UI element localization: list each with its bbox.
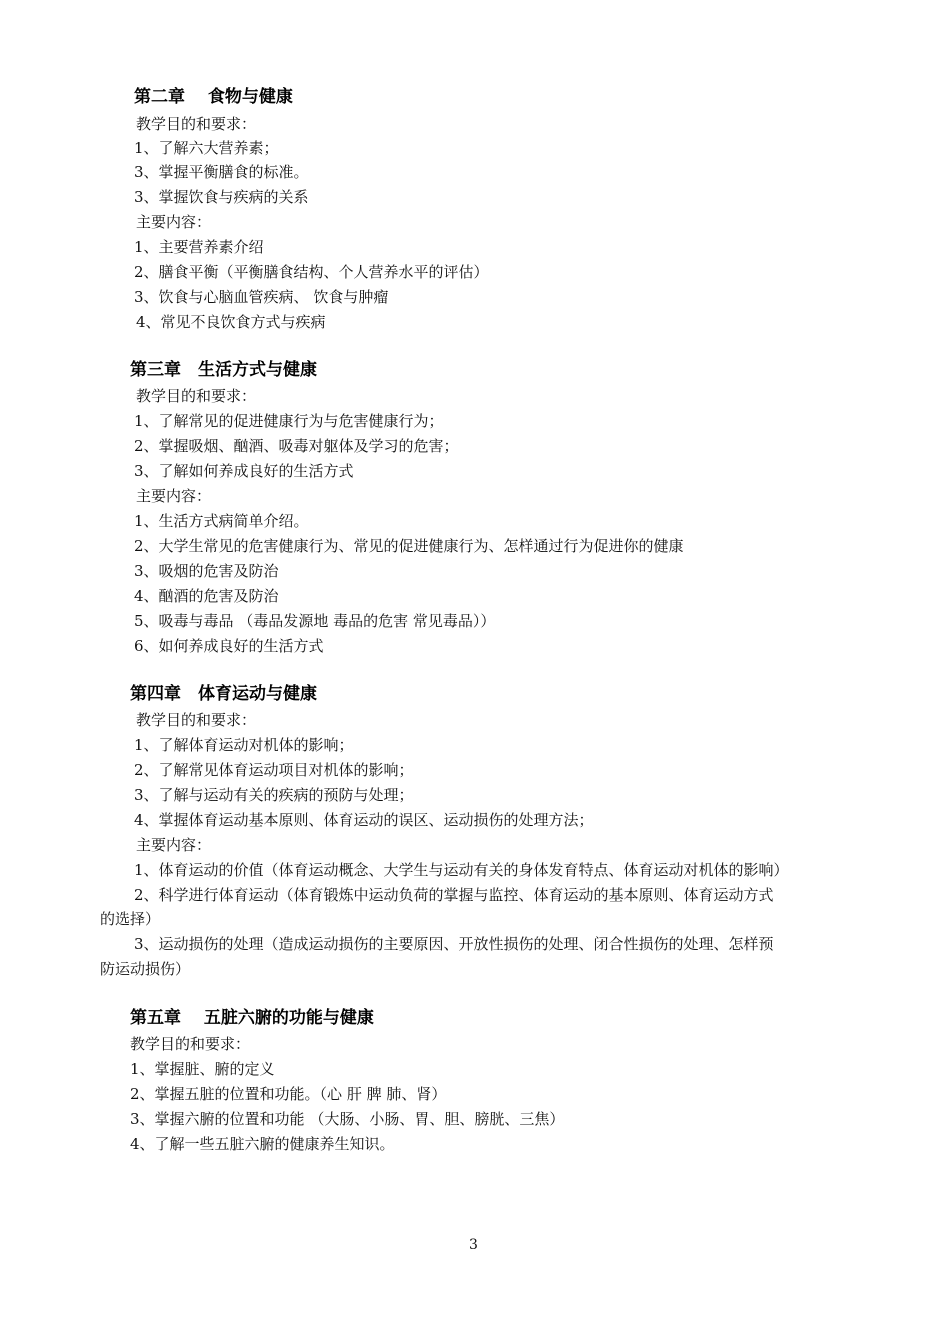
chapter-5-heading: 第五章 五脏六腑的功能与健康 (130, 1008, 374, 1028)
chapter-5-goal: 1、掌握脏、腑的定义 (130, 1060, 275, 1078)
chapter-4-content-label: 主要内容： (136, 836, 212, 854)
chapter-3-content-item: 1、生活方式病简单介绍。 (134, 512, 309, 530)
chapter-3-goal: 1、了解常见的促进健康行为与危害健康行为； (134, 412, 444, 430)
chapter-2-goal: 1、了解六大营养素； (134, 139, 279, 157)
chapter-5-goal: 4、了解一些五脏六腑的健康养生知识。 (130, 1135, 395, 1153)
chapter-4-goals-label: 教学目的和要求： (136, 711, 257, 729)
chapter-3-goal: 3、了解如何养成良好的生活方式 (134, 462, 354, 480)
chapter-5-goal: 3、掌握六腑的位置和功能 （大肠、小肠、胃、胆、膀胱、三焦） (130, 1110, 565, 1128)
chapter-3-goal: 2、掌握吸烟、酗酒、吸毒对躯体及学习的危害； (134, 437, 459, 455)
chapter-3-content-label: 主要内容： (136, 487, 212, 505)
chapter-3-content-item: 3、吸烟的危害及防治 (134, 562, 279, 580)
chapter-4-goal: 4、掌握体育运动基本原则、体育运动的误区、运动损伤的处理方法； (134, 811, 594, 829)
chapter-4-content-item-continuation: 防运动损伤） (100, 960, 191, 978)
chapter-2-content-item: 1、主要营养素介绍 (134, 238, 264, 256)
chapter-5-goals-label: 教学目的和要求： (130, 1035, 251, 1053)
chapter-4-heading: 第四章 体育运动与健康 (130, 684, 317, 704)
chapter-2-goals-label: 教学目的和要求： (136, 115, 257, 133)
chapter-2-content-item: 3、饮食与心脑血管疾病、 饮食与肿瘤 (134, 288, 389, 306)
chapter-2-goal: 3、掌握平衡膳食的标准。 (134, 163, 309, 181)
chapter-4-content-item-continuation: 的选择） (100, 910, 161, 928)
chapter-4-goal: 3、了解与运动有关的疾病的预防与处理； (134, 786, 414, 804)
chapter-4-goal: 2、了解常见体育运动项目对机体的影响； (134, 761, 414, 779)
chapter-3-content-item: 5、吸毒与毒品 （毒品发源地 毒品的危害 常见毒品）） (134, 612, 496, 630)
chapter-2-goal: 3、掌握饮食与疾病的关系 (134, 188, 309, 206)
chapter-2-content-label: 主要内容： (136, 213, 212, 231)
chapter-3-content-item: 4、酗酒的危害及防治 (134, 587, 279, 605)
chapter-5-goal: 2、掌握五脏的位置和功能。（心 肝 脾 肺、肾） (130, 1085, 447, 1103)
chapter-3-heading: 第三章 生活方式与健康 (130, 360, 317, 380)
chapter-2-content-item: 4、常见不良饮食方式与疾病 (136, 313, 326, 331)
chapter-4-content-item: 2、科学进行体育运动（体育锻炼中运动负荷的掌握与监控、体育运动的基本原则、体育运动方式 (134, 886, 774, 904)
chapter-4-content-item: 1、体育运动的价值（体育运动概念、大学生与运动有关的身体发育特点、体育运动对机体的影响） (134, 861, 789, 879)
chapter-3-goals-label: 教学目的和要求： (136, 387, 257, 405)
chapter-3-content-item: 6、如何养成良好的生活方式 (134, 637, 324, 655)
chapter-3-content-item: 2、大学生常见的危害健康行为、常见的促进健康行为、怎样通过行为促进你的健康 (134, 537, 684, 555)
page-number: 3 (469, 1237, 478, 1253)
chapter-4-goal: 1、了解体育运动对机体的影响； (134, 736, 354, 754)
chapter-2-heading: 第二章 食物与健康 (134, 87, 293, 107)
chapter-4-content-item: 3、运动损伤的处理（造成运动损伤的主要原因、开放性损伤的处理、闭合性损伤的处理、怎样预 (134, 935, 774, 953)
chapter-2-content-item: 2、膳食平衡（平衡膳食结构、个人营养水平的评估） (134, 263, 489, 281)
